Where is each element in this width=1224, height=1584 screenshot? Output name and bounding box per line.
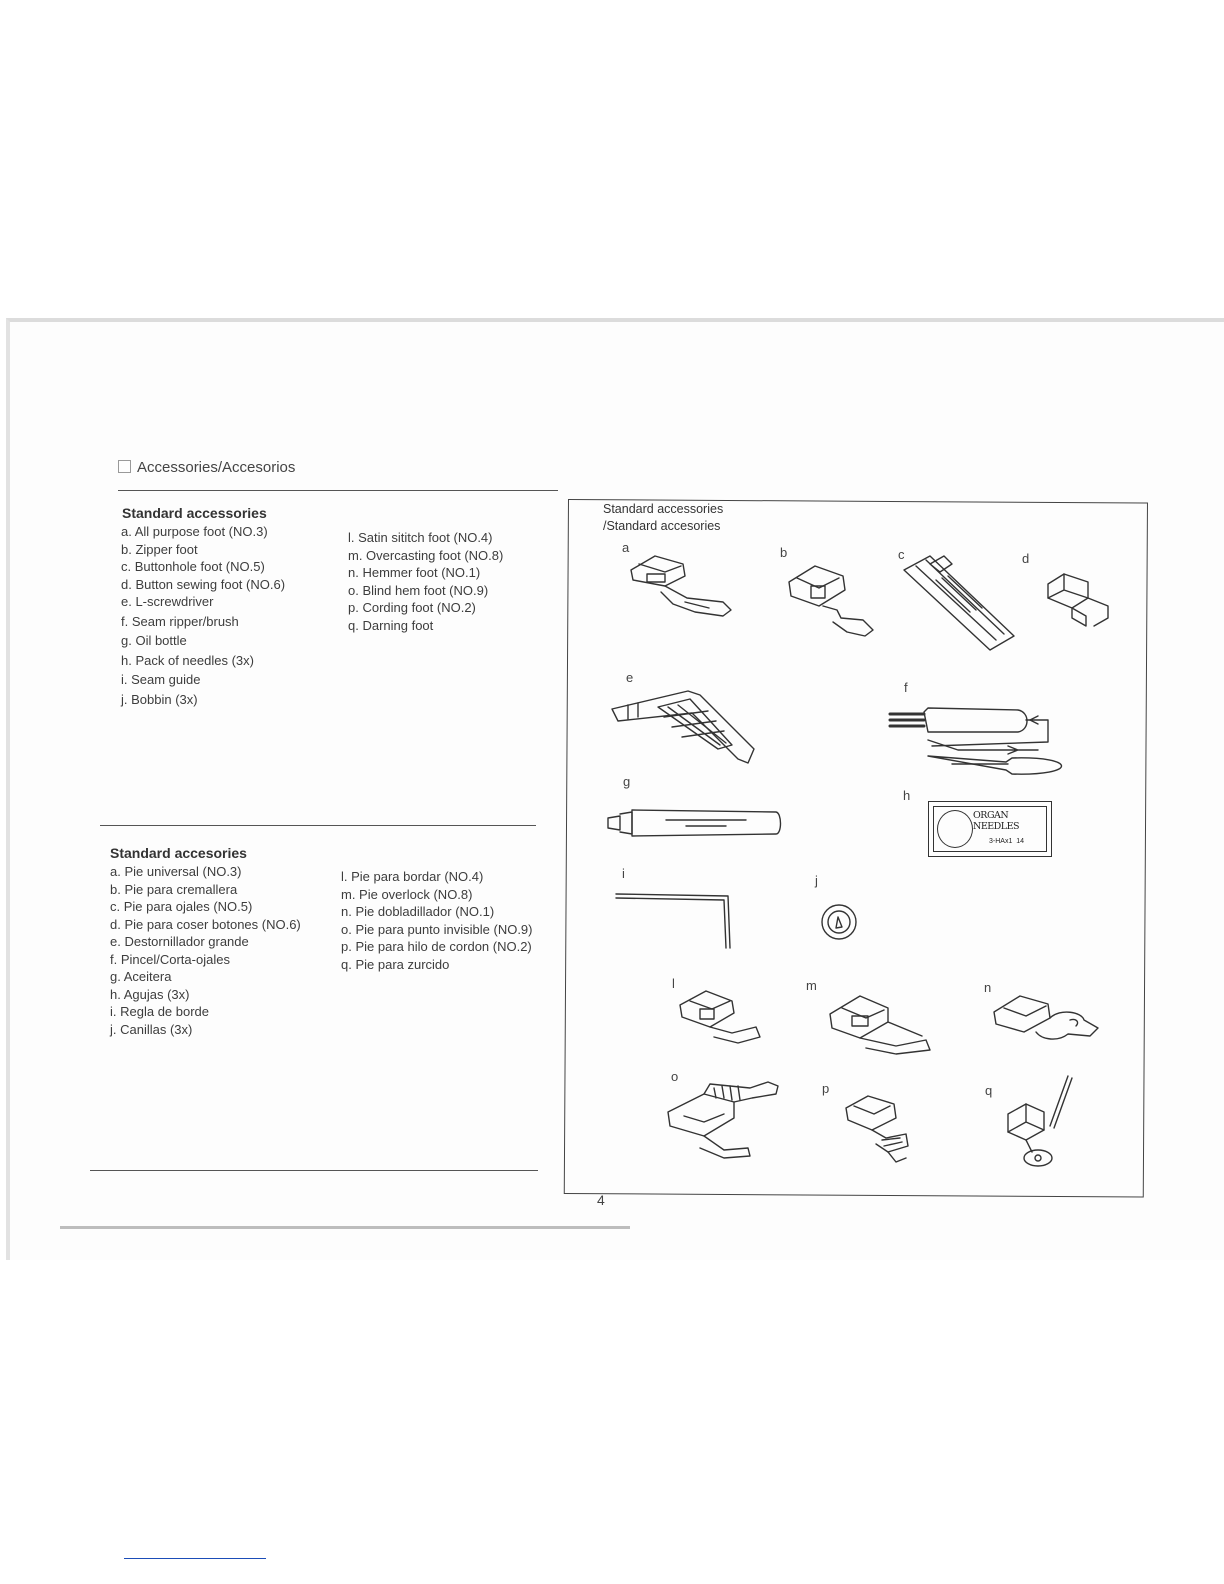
list-item: m. Overcasting foot (NO.8): [348, 547, 504, 563]
list-item: p. Pie para hilo de cordon (NO.2): [341, 939, 532, 954]
satin-stitch-foot-icon: [676, 985, 766, 1045]
label-q: q: [985, 1083, 993, 1098]
list-item: c. Buttonhole foot (NO.5): [121, 559, 265, 574]
list-item: m. Pie overlock (NO.8): [341, 886, 473, 902]
oil-bottle-icon: [606, 806, 786, 842]
list-item: a. All purpose foot (NO.3): [121, 524, 268, 539]
needle-pack-code: 3-HAx1 14: [989, 838, 1025, 845]
list-item: h. Agujas (3x): [110, 986, 190, 1002]
label-l: l: [672, 976, 675, 991]
scan-edge-line: [60, 1226, 630, 1229]
list-item: l. Pie para bordar (NO.4): [341, 869, 484, 884]
label-d: d: [1022, 551, 1030, 566]
label-a: a: [622, 540, 630, 555]
list-item: g. Aceitera: [110, 969, 172, 984]
label-p: p: [822, 1081, 830, 1096]
label-b: b: [780, 545, 788, 560]
bottom-rule: [90, 1170, 538, 1171]
label-g: g: [623, 774, 631, 789]
button-sewing-foot-icon: [1042, 568, 1114, 630]
seam-guide-icon: [614, 890, 744, 952]
list-item: e. Destornillador grande: [110, 934, 249, 949]
page-number: 4: [597, 1192, 605, 1208]
title-rule: [118, 490, 558, 491]
list-item: b. Zipper foot: [121, 541, 198, 557]
label-o: o: [671, 1069, 679, 1084]
list-item: i. Seam guide: [121, 672, 201, 687]
label-h: h: [903, 788, 911, 803]
overcasting-foot-icon: [826, 990, 934, 1056]
label-j: j: [815, 873, 818, 888]
list-item: j. Canillas (3x): [110, 1021, 193, 1037]
section-title: Accessories/Accesorios: [118, 459, 295, 476]
link-underline[interactable]: [124, 1558, 266, 1559]
list-item: b. Pie para cremallera: [110, 881, 238, 897]
needle-pack: [928, 801, 1052, 857]
list-item: o. Pie para punto invisible (NO.9): [341, 921, 533, 937]
label-f: f: [904, 680, 908, 695]
cording-foot-icon: [842, 1092, 912, 1164]
label-m: m: [806, 978, 817, 993]
label-n: n: [984, 980, 992, 995]
screwdriver-icon: [608, 687, 758, 769]
spanish-heading: Standard accesories: [110, 845, 247, 861]
list-item: q. Pie para zurcido: [341, 956, 450, 972]
blind-hem-foot-icon: [664, 1072, 784, 1160]
list-item: o. Blind hem foot (NO.9): [348, 582, 489, 598]
checkbox-square-icon: [118, 460, 131, 473]
list-item: n. Pie dobladillador (NO.1): [341, 904, 495, 919]
darning-foot-icon: [998, 1074, 1076, 1170]
list-item: p. Cording foot (NO.2): [348, 600, 476, 615]
buttonhole-foot-icon: [900, 550, 1020, 655]
label-e: e: [626, 670, 634, 685]
list-item: c. Pie para ojales (NO.5): [110, 899, 253, 914]
needle-pack-window-icon: [937, 810, 973, 848]
list-item: f. Seam ripper/brush: [121, 613, 239, 629]
bobbin-icon: [820, 902, 860, 942]
section-divider: [100, 825, 536, 826]
label-i: i: [622, 866, 625, 881]
list-item: l. Satin sititch foot (NO.4): [348, 530, 493, 545]
seam-ripper-icon: [888, 700, 1083, 782]
list-item: d. Button sewing foot (NO.6): [121, 576, 286, 592]
english-heading: Standard accessories: [122, 505, 267, 521]
list-item: n. Hemmer foot (NO.1): [348, 565, 481, 580]
list-item: h. Pack of needles (3x): [121, 652, 254, 668]
list-item: f. Pincel/Corta-ojales: [110, 951, 230, 967]
list-item: g. Oil bottle: [121, 633, 187, 648]
needle-pack-text: ORGAN NEEDLES: [973, 810, 1020, 832]
zipper-foot-icon: [785, 560, 880, 640]
english-list-right: [348, 529, 503, 634]
list-item: j. Bobbin (3x): [121, 691, 198, 707]
list-item: a. Pie universal (NO.3): [110, 864, 242, 879]
hemmer-foot-icon: [990, 990, 1102, 1046]
spanish-list-right: [341, 868, 532, 973]
all-purpose-foot-icon: [625, 552, 735, 622]
list-item: q. Darning foot: [348, 617, 434, 633]
label-c: c: [898, 547, 905, 562]
list-item: e. L-screwdriver: [121, 594, 214, 609]
list-item: d. Pie para coser botones (NO.6): [110, 916, 301, 932]
english-list-left: [121, 523, 285, 708]
spanish-list-left: [110, 863, 301, 1038]
list-item: i. Regla de borde: [110, 1004, 210, 1019]
figure-title: Standard accessories /Standard accesories: [603, 502, 724, 533]
